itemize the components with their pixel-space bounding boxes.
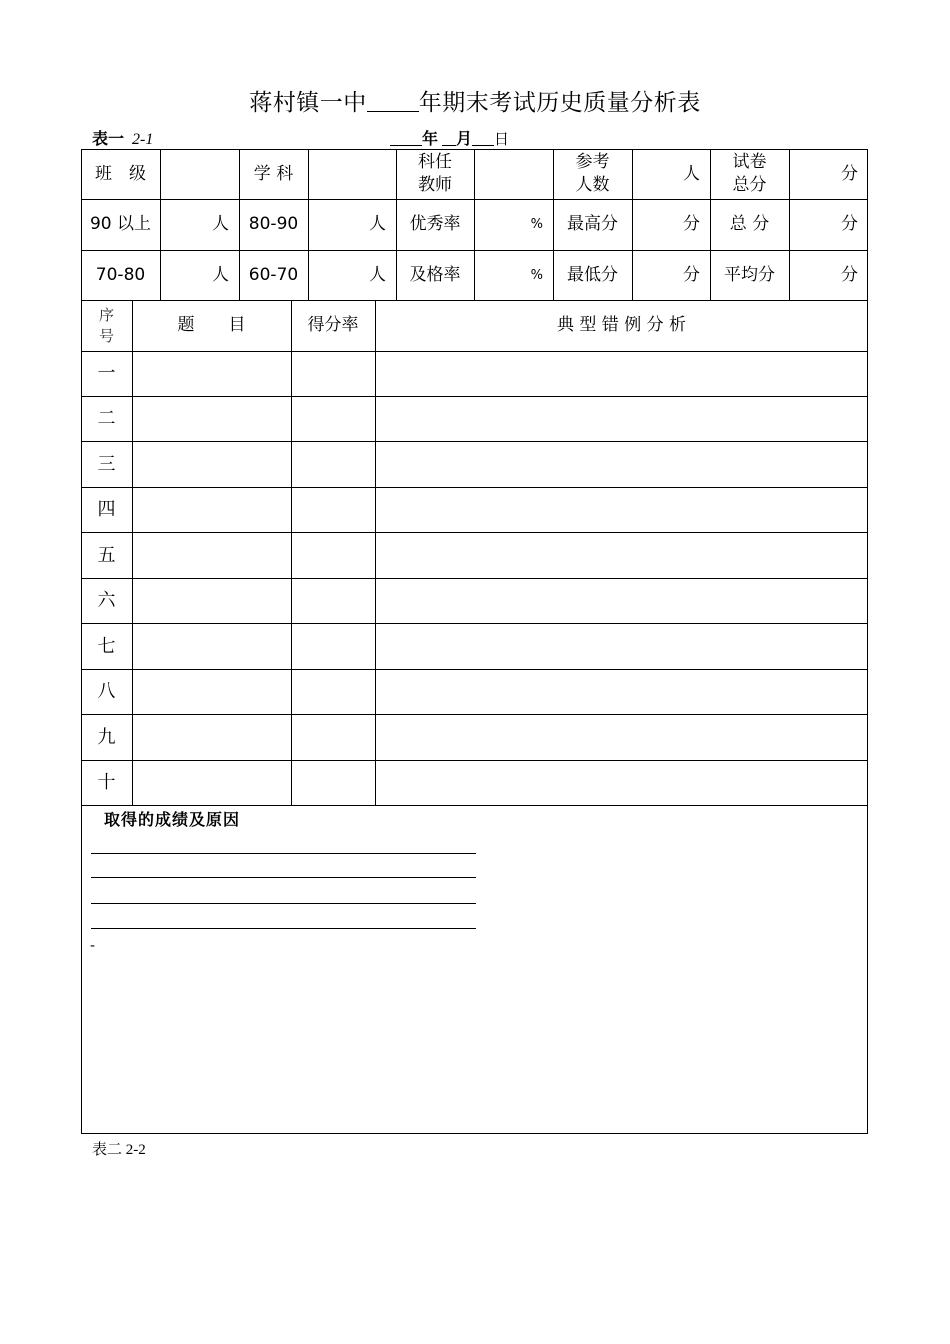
score-rate-input[interactable]: [291, 532, 375, 578]
highest-score-input[interactable]: 分: [683, 214, 700, 234]
seq-header-line2: 号: [98, 326, 114, 345]
participants-label: [553, 149, 632, 199]
error-analysis-input[interactable]: [375, 351, 868, 396]
question-input[interactable]: [132, 351, 291, 396]
score-rate-input[interactable]: [291, 487, 375, 532]
excellent-rate-label: 优秀率: [409, 214, 461, 234]
subject-label: 学 科: [253, 163, 294, 184]
dash-mark: -: [90, 938, 96, 954]
score-rate-input[interactable]: [291, 714, 375, 760]
teacher-label-line1: 科任: [418, 152, 452, 172]
highest-score-label: 最高分: [567, 214, 618, 234]
row-number: 三: [97, 453, 116, 474]
month-label: 月: [456, 129, 473, 148]
question-input[interactable]: [132, 441, 291, 487]
error-analysis-input[interactable]: [375, 396, 868, 441]
score-rate-input[interactable]: [291, 669, 375, 714]
write-line[interactable]: [91, 903, 476, 904]
class-label: 班 级: [95, 163, 146, 184]
class-input[interactable]: [160, 149, 239, 199]
error-analysis-input[interactable]: [375, 487, 868, 532]
participants-input[interactable]: 人: [683, 163, 700, 184]
row-number: 五: [97, 544, 116, 565]
title-suffix: 年期末考试历史质量分析表: [418, 90, 701, 116]
row-number: 十: [97, 772, 116, 792]
range-70-80-input[interactable]: 人: [212, 264, 229, 285]
score-rate-input[interactable]: [291, 760, 375, 805]
grid-line: [81, 805, 868, 806]
row-number: 八: [97, 681, 116, 701]
page-title: [0, 84, 950, 117]
error-analysis-input[interactable]: [375, 532, 868, 578]
participants-label-line2: 人数: [575, 175, 610, 195]
write-line[interactable]: [91, 928, 476, 929]
question-input[interactable]: [132, 669, 291, 714]
paper-total-label-line2: 总分: [732, 175, 767, 195]
pass-rate-input[interactable]: %: [530, 267, 543, 283]
table-label-text: 表一: [92, 129, 125, 148]
error-analysis-input[interactable]: [375, 714, 868, 760]
error-analysis-input[interactable]: [375, 669, 868, 714]
day-label: 日: [494, 132, 510, 148]
row-number: 六: [97, 590, 116, 610]
range-90-input[interactable]: 人: [212, 214, 229, 234]
score-rate-input[interactable]: [291, 623, 375, 669]
date-line: [390, 126, 509, 149]
row-number: 九: [97, 726, 116, 747]
participants-label-line1: 参考: [575, 152, 610, 172]
row-number: 一: [97, 363, 116, 383]
score-rate-input[interactable]: [291, 578, 375, 623]
pass-rate-label: 及格率: [409, 264, 461, 285]
table-label: [92, 126, 153, 149]
write-line[interactable]: [91, 877, 476, 878]
total-score-input[interactable]: 分: [841, 214, 858, 234]
table-label-number: 2-1: [132, 131, 154, 148]
subject-input[interactable]: [308, 149, 396, 199]
question-input[interactable]: [132, 760, 291, 805]
question-input[interactable]: [132, 623, 291, 669]
range-90-label: 90 以上: [89, 214, 152, 234]
score-rate-input[interactable]: [291, 396, 375, 441]
seq-header-line1: 序: [98, 305, 114, 324]
average-score-input[interactable]: 分: [841, 264, 858, 285]
paper-total-label: [710, 149, 789, 199]
lowest-score-label: 最低分: [567, 264, 618, 285]
range-80-90-label: 80-90: [248, 214, 299, 234]
paper-total-label-line1: 试卷: [732, 152, 767, 172]
results-title: 取得的成绩及原因: [104, 810, 241, 829]
question-input[interactable]: [132, 578, 291, 623]
teacher-input[interactable]: [474, 149, 553, 199]
question-input[interactable]: [132, 396, 291, 441]
question-input[interactable]: [132, 714, 291, 760]
teacher-label-line2: 教师: [418, 175, 452, 195]
year-label: 年: [422, 129, 439, 148]
range-70-80-label: 70-80: [95, 264, 146, 285]
error-analysis-input[interactable]: [375, 623, 868, 669]
error-analysis-input[interactable]: [375, 441, 868, 487]
score-rate-header: 得分率: [307, 315, 359, 335]
total-score-label: 总 分: [729, 214, 770, 234]
lowest-score-input[interactable]: 分: [683, 264, 700, 285]
average-score-label: 平均分: [724, 264, 775, 285]
error-analysis-input[interactable]: [375, 578, 868, 623]
score-rate-input[interactable]: [291, 351, 375, 396]
paper-total-input[interactable]: 分: [841, 163, 858, 184]
teacher-label: [396, 149, 474, 199]
year-blank[interactable]: [390, 129, 422, 146]
seq-header: [81, 300, 132, 351]
row-number: 七: [97, 635, 116, 656]
score-rate-input[interactable]: [291, 441, 375, 487]
row-number: 四: [97, 499, 116, 519]
row-number: 二: [97, 408, 116, 428]
range-60-70-label: 60-70: [248, 264, 299, 285]
title-year-blank[interactable]: [367, 89, 419, 112]
footer-label: 表二 2-2: [92, 1142, 146, 1158]
range-60-70-input[interactable]: 人: [369, 264, 386, 285]
error-analysis-header: 典 型 错 例 分 析: [556, 315, 687, 335]
question-header: 题 目: [177, 315, 246, 335]
excellent-rate-input[interactable]: %: [530, 217, 543, 232]
write-line[interactable]: [91, 853, 476, 854]
error-analysis-input[interactable]: [375, 760, 868, 805]
range-80-90-input[interactable]: 人: [369, 214, 386, 234]
question-input[interactable]: [132, 487, 291, 532]
title-prefix: 蒋村镇一中: [249, 90, 367, 116]
question-input[interactable]: [132, 532, 291, 578]
month-blank[interactable]: [442, 129, 456, 146]
day-blank[interactable]: [472, 129, 494, 146]
